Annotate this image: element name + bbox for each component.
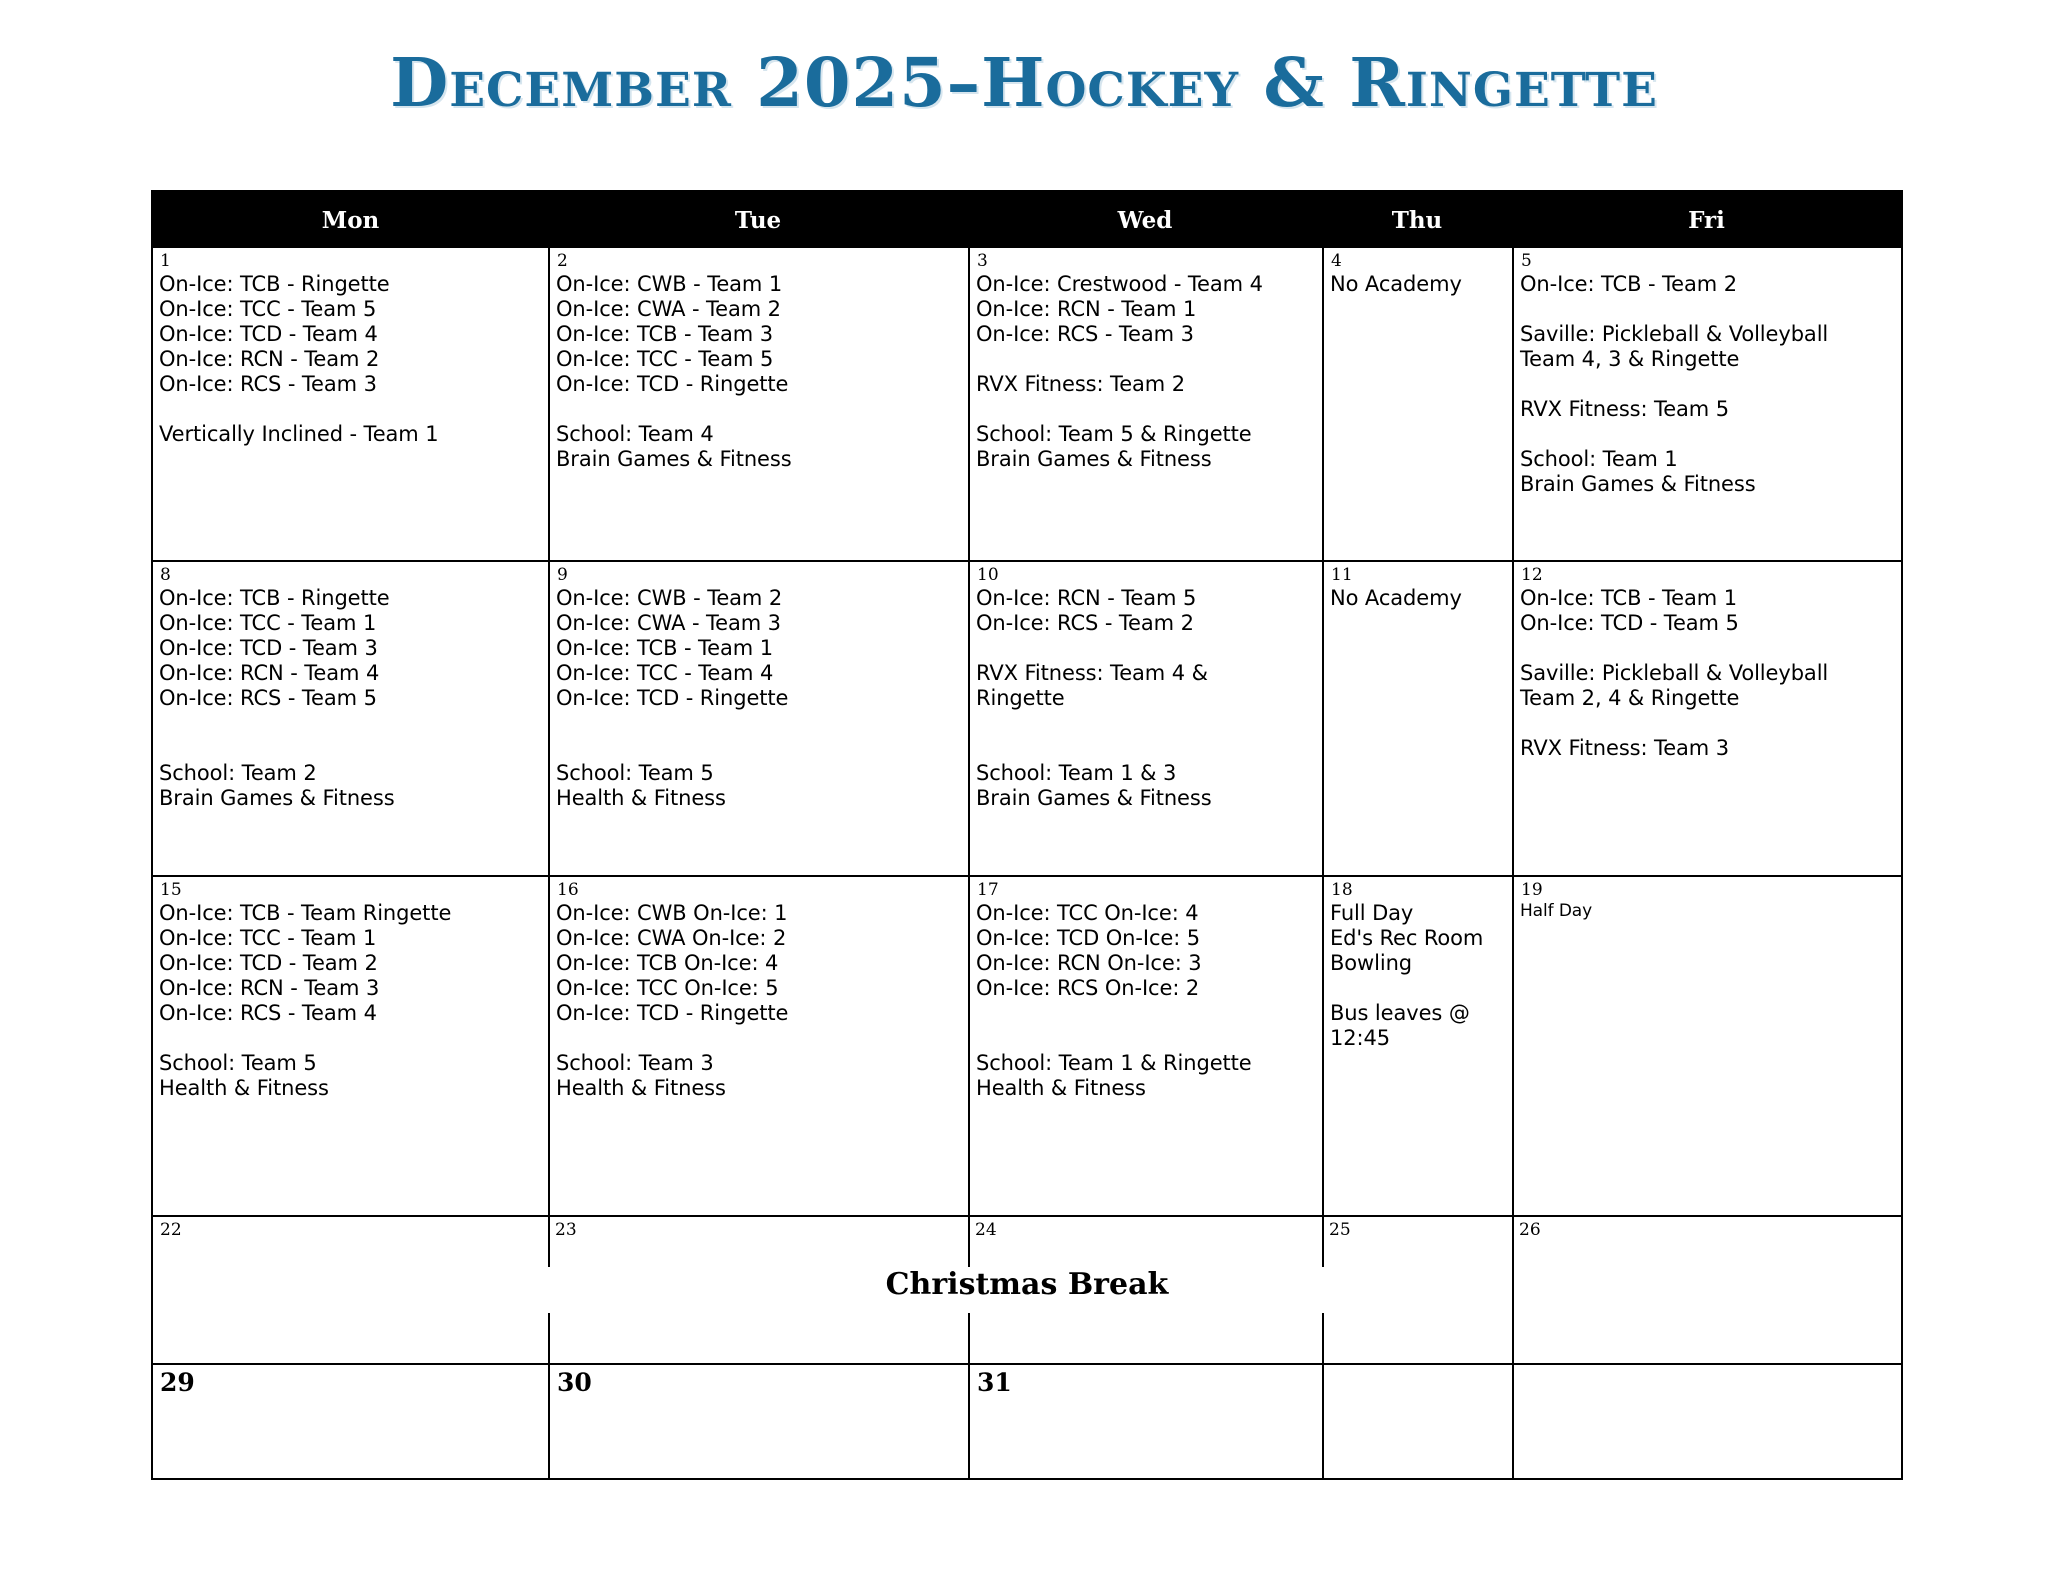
event-line: Half Day bbox=[1520, 901, 1593, 921]
day-cell[interactable] bbox=[548, 1365, 968, 1478]
event-line: School: Team 5 bbox=[159, 1051, 317, 1075]
day-cell[interactable] bbox=[968, 1217, 1322, 1363]
day-cell[interactable] bbox=[968, 877, 1322, 1215]
day-header-tue: Tue bbox=[734, 206, 782, 234]
event-spacer bbox=[976, 347, 1318, 372]
event-line: Brain Games & Fitness bbox=[976, 786, 1212, 810]
day-cell[interactable] bbox=[548, 248, 968, 560]
day-events bbox=[159, 272, 544, 447]
day-events bbox=[556, 901, 964, 1101]
day-cell[interactable] bbox=[153, 1217, 548, 1363]
cell-divider bbox=[548, 1217, 550, 1267]
event-line: Brain Games & Fitness bbox=[556, 447, 792, 471]
event-spacer bbox=[976, 636, 1318, 661]
event-line: On-Ice: TCC - Team 5 bbox=[159, 297, 377, 321]
day-cell[interactable] bbox=[1322, 1217, 1512, 1363]
day-events bbox=[159, 901, 544, 1101]
event-line: On-Ice: RCS - Team 2 bbox=[976, 611, 1194, 635]
event-line: Brain Games & Fitness bbox=[976, 447, 1212, 471]
event-line: Team 2, 4 & Ringette bbox=[1520, 686, 1740, 710]
event-line: Bowling bbox=[1330, 951, 1413, 975]
day-events bbox=[556, 272, 964, 472]
day-cell[interactable] bbox=[1512, 1217, 1901, 1363]
calendar-week-row-christmas-break bbox=[153, 1215, 1901, 1363]
date-number: 4 bbox=[1331, 251, 1342, 271]
christmas-break-label: Christmas Break bbox=[885, 1267, 1169, 1302]
day-cell[interactable] bbox=[548, 1217, 968, 1363]
day-cell[interactable] bbox=[1322, 1365, 1512, 1478]
event-line: On-Ice: CWA On-Ice: 2 bbox=[556, 926, 787, 950]
date-number: 9 bbox=[557, 565, 568, 585]
date-number: 15 bbox=[160, 880, 182, 900]
date-number: 5 bbox=[1521, 251, 1532, 271]
calendar-week-row bbox=[153, 875, 1901, 1215]
date-number: 25 bbox=[1329, 1220, 1351, 1240]
day-header-wed: Wed bbox=[1117, 206, 1173, 234]
event-line: School: Team 5 & Ringette bbox=[976, 422, 1252, 446]
day-events bbox=[1520, 586, 1897, 761]
event-line: On-Ice: TCB - Team 1 bbox=[1520, 586, 1737, 610]
event-spacer bbox=[1520, 372, 1897, 397]
day-events bbox=[976, 272, 1318, 472]
date-number: 18 bbox=[1331, 880, 1353, 900]
event-line: On-Ice: RCS - Team 4 bbox=[159, 1001, 377, 1025]
day-cell[interactable] bbox=[1512, 562, 1901, 875]
event-line: On-Ice: TCC - Team 1 bbox=[159, 611, 377, 635]
event-line: School: Team 3 bbox=[556, 1051, 714, 1075]
event-line: Saville: Pickleball & Volleyball bbox=[1520, 322, 1829, 346]
event-spacer bbox=[1520, 711, 1897, 736]
event-line: Bus leaves @ bbox=[1330, 1001, 1470, 1025]
event-line: Saville: Pickleball & Volleyball bbox=[1520, 661, 1829, 685]
date-number: 3 bbox=[977, 251, 988, 271]
event-line: On-Ice: Crestwood - Team 4 bbox=[976, 272, 1263, 296]
event-spacer bbox=[556, 736, 964, 761]
event-line: On-Ice: RCS - Team 3 bbox=[159, 372, 377, 396]
event-spacer bbox=[976, 397, 1318, 422]
day-cell[interactable] bbox=[1322, 248, 1512, 560]
calendar-week-row bbox=[153, 248, 1901, 560]
event-spacer bbox=[556, 1026, 964, 1051]
date-number: 8 bbox=[160, 565, 171, 585]
date-number: 1 bbox=[160, 251, 171, 271]
event-line: No Academy bbox=[1330, 586, 1462, 610]
event-spacer bbox=[159, 397, 544, 422]
event-line: On-Ice: TCB - Ringette bbox=[159, 272, 390, 296]
calendar-header-row bbox=[153, 192, 1901, 248]
date-number: 22 bbox=[160, 1220, 182, 1240]
event-line: RVX Fitness: Team 5 bbox=[1520, 397, 1729, 421]
day-events bbox=[556, 586, 964, 811]
day-cell[interactable] bbox=[153, 562, 548, 875]
event-line: On-Ice: TCC On-Ice: 5 bbox=[556, 976, 779, 1000]
day-events bbox=[1330, 586, 1508, 611]
day-cell[interactable] bbox=[1512, 1365, 1901, 1478]
day-events bbox=[976, 586, 1318, 811]
event-line: On-Ice: TCB - Team 3 bbox=[556, 322, 773, 346]
event-line: Brain Games & Fitness bbox=[159, 786, 395, 810]
event-spacer bbox=[976, 711, 1318, 736]
date-number: 29 bbox=[160, 1368, 195, 1397]
event-line: On-Ice: RCS On-Ice: 2 bbox=[976, 976, 1200, 1000]
cell-divider bbox=[1322, 1217, 1324, 1267]
event-spacer bbox=[976, 736, 1318, 761]
event-line: On-Ice: RCN - Team 4 bbox=[159, 661, 380, 685]
day-header-thu: Thu bbox=[1391, 206, 1443, 234]
calendar-week-row bbox=[153, 1363, 1901, 1478]
date-number: 31 bbox=[977, 1368, 1012, 1397]
date-number: 26 bbox=[1519, 1220, 1541, 1240]
day-cell[interactable] bbox=[548, 877, 968, 1215]
event-line: On-Ice: TCB - Team 1 bbox=[556, 636, 773, 660]
event-line: Ringette bbox=[976, 686, 1065, 710]
event-line: On-Ice: TCD - Team 2 bbox=[159, 951, 378, 975]
event-line: On-Ice: TCD - Team 3 bbox=[159, 636, 378, 660]
event-line: On-Ice: TCC - Team 5 bbox=[556, 347, 774, 371]
event-line: RVX Fitness: Team 2 bbox=[976, 372, 1185, 396]
event-line: On-Ice: CWB - Team 2 bbox=[556, 586, 783, 610]
cell-divider bbox=[968, 1313, 970, 1365]
event-line: School: Team 1 & Ringette bbox=[976, 1051, 1252, 1075]
event-line: RVX Fitness: Team 4 & bbox=[976, 661, 1208, 685]
event-line: School: Team 4 bbox=[556, 422, 714, 446]
event-spacer bbox=[159, 1026, 544, 1051]
event-line: Ed's Rec Room bbox=[1330, 926, 1484, 950]
event-spacer bbox=[1520, 422, 1897, 447]
event-spacer bbox=[159, 736, 544, 761]
date-number: 17 bbox=[977, 880, 999, 900]
day-header-fri: Fri bbox=[1688, 206, 1725, 234]
day-cell[interactable] bbox=[1512, 877, 1901, 1215]
event-line: Vertically Inclined - Team 1 bbox=[159, 422, 439, 446]
event-line: On-Ice: RCN - Team 3 bbox=[159, 976, 380, 1000]
cell-divider bbox=[548, 1313, 550, 1365]
day-events bbox=[1520, 901, 1897, 922]
event-line: On-Ice: RCN - Team 1 bbox=[976, 297, 1197, 321]
event-spacer bbox=[556, 397, 964, 422]
event-line: On-Ice: TCB - Team Ringette bbox=[159, 901, 452, 925]
event-line: Team 4, 3 & Ringette bbox=[1520, 347, 1740, 371]
event-line: RVX Fitness: Team 3 bbox=[1520, 736, 1729, 760]
event-line: On-Ice: TCC - Team 1 bbox=[159, 926, 377, 950]
event-line: On-Ice: RCN - Team 5 bbox=[976, 586, 1197, 610]
event-line: On-Ice: RCS - Team 3 bbox=[976, 322, 1194, 346]
date-number: 24 bbox=[975, 1220, 997, 1240]
event-line: Health & Fitness bbox=[556, 786, 726, 810]
event-spacer bbox=[159, 711, 544, 736]
event-line: On-Ice: RCS - Team 5 bbox=[159, 686, 377, 710]
page-title: December 2025–Hockey & Ringette bbox=[390, 43, 1658, 122]
event-line: On-Ice: TCD - Team 4 bbox=[159, 322, 378, 346]
day-events bbox=[976, 901, 1318, 1101]
event-line: On-Ice: TCD - Ringette bbox=[556, 372, 789, 396]
event-line: On-Ice: CWB On-Ice: 1 bbox=[556, 901, 788, 925]
event-line: On-Ice: TCC - Team 4 bbox=[556, 661, 774, 685]
day-cell[interactable] bbox=[153, 1365, 548, 1478]
event-line: On-Ice: TCD On-Ice: 5 bbox=[976, 926, 1201, 950]
event-line: School: Team 1 bbox=[1520, 447, 1678, 471]
cell-divider bbox=[968, 1217, 970, 1267]
event-line: School: Team 2 bbox=[159, 761, 317, 785]
date-number: 30 bbox=[557, 1368, 592, 1397]
day-cell[interactable] bbox=[968, 248, 1322, 560]
event-line: 12:45 bbox=[1330, 1026, 1391, 1050]
date-number: 11 bbox=[1331, 565, 1353, 585]
event-spacer bbox=[556, 711, 964, 736]
day-cell[interactable] bbox=[968, 562, 1322, 875]
date-number: 19 bbox=[1521, 880, 1543, 900]
day-cell[interactable] bbox=[548, 562, 968, 875]
date-number: 10 bbox=[977, 565, 999, 585]
date-number: 23 bbox=[555, 1220, 577, 1240]
event-line: On-Ice: CWB - Team 1 bbox=[556, 272, 783, 296]
event-spacer bbox=[976, 1026, 1318, 1051]
event-spacer bbox=[1330, 976, 1508, 1001]
event-spacer bbox=[1520, 636, 1897, 661]
event-line: On-Ice: TCD - Ringette bbox=[556, 686, 789, 710]
event-spacer bbox=[976, 1001, 1318, 1026]
day-events bbox=[1330, 901, 1508, 1051]
day-cell[interactable] bbox=[968, 1365, 1322, 1478]
date-number: 2 bbox=[557, 251, 568, 271]
event-spacer bbox=[1520, 297, 1897, 322]
event-line: On-Ice: TCC On-Ice: 4 bbox=[976, 901, 1199, 925]
event-line: Health & Fitness bbox=[159, 1076, 329, 1100]
event-line: Full Day bbox=[1330, 901, 1414, 925]
event-line: Health & Fitness bbox=[976, 1076, 1146, 1100]
day-cell[interactable] bbox=[153, 877, 548, 1215]
day-cell[interactable] bbox=[1512, 248, 1901, 560]
day-events bbox=[1330, 272, 1508, 297]
day-events bbox=[159, 586, 544, 811]
day-cell[interactable] bbox=[1322, 877, 1512, 1215]
event-line: On-Ice: TCB On-Ice: 4 bbox=[556, 951, 779, 975]
calendar-week-row bbox=[153, 560, 1901, 875]
day-cell[interactable] bbox=[153, 248, 548, 560]
event-line: School: Team 1 & 3 bbox=[976, 761, 1177, 785]
day-events bbox=[1520, 272, 1897, 497]
event-line: On-Ice: TCD - Ringette bbox=[556, 1001, 789, 1025]
event-line: On-Ice: TCD - Team 5 bbox=[1520, 611, 1739, 635]
event-line: On-Ice: CWA - Team 2 bbox=[556, 297, 781, 321]
cell-divider bbox=[1322, 1313, 1324, 1365]
event-line: On-Ice: TCB - Team 2 bbox=[1520, 272, 1737, 296]
event-line: On-Ice: TCB - Ringette bbox=[159, 586, 390, 610]
event-line: On-Ice: CWA - Team 3 bbox=[556, 611, 781, 635]
event-line: Health & Fitness bbox=[556, 1076, 726, 1100]
cell-divider bbox=[1512, 1217, 1514, 1365]
event-line: No Academy bbox=[1330, 272, 1462, 296]
day-cell[interactable] bbox=[1322, 562, 1512, 875]
event-line: On-Ice: RCN - Team 2 bbox=[159, 347, 380, 371]
date-number: 16 bbox=[557, 880, 579, 900]
event-line: Brain Games & Fitness bbox=[1520, 472, 1756, 496]
event-line: On-Ice: RCN On-Ice: 3 bbox=[976, 951, 1202, 975]
day-header-mon: Mon bbox=[321, 206, 380, 234]
calendar-table bbox=[151, 190, 1903, 1480]
event-line: School: Team 5 bbox=[556, 761, 714, 785]
date-number: 12 bbox=[1521, 565, 1543, 585]
